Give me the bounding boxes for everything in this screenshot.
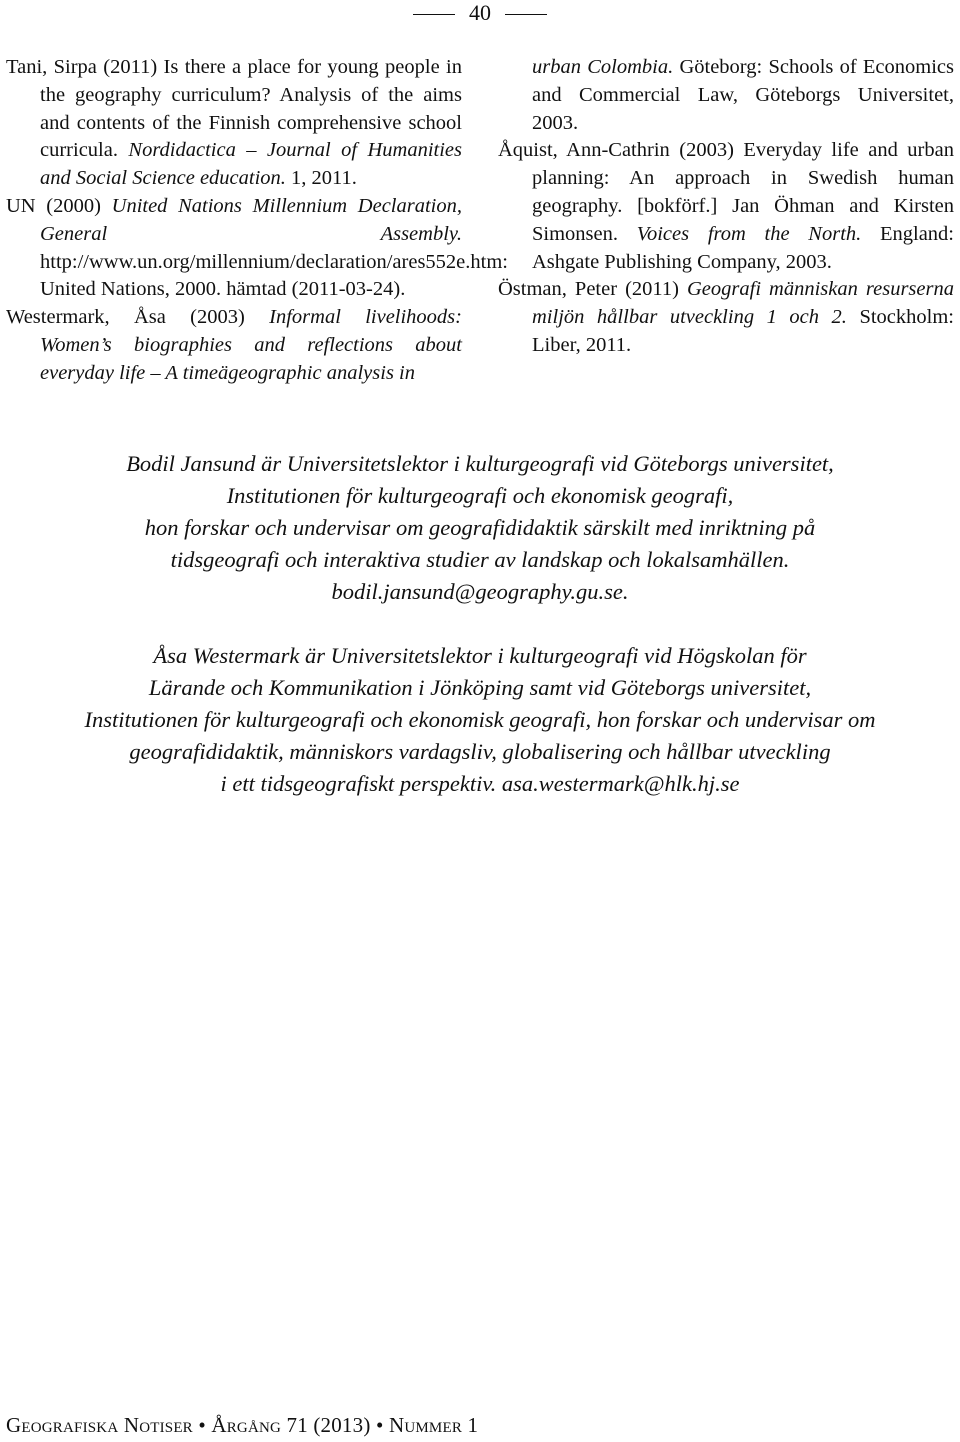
author-bios [0, 448, 960, 832]
reference-text: Stockholm: Liber, 2011. [532, 306, 954, 356]
page-number-dash-right [505, 14, 547, 15]
reference-text: 1, 2011. [285, 167, 357, 190]
reference-entry [498, 137, 954, 276]
reference-text: Göteborg: Schools of Economics and Commercial Law, Göteborgs Universitet, 2003. [532, 56, 954, 134]
author-bio-line: Åsa Westermark är Universitetslektor i kulturgeografi vid Högskolan för [153, 643, 807, 668]
reference-text: United Nations Millennium Declaration, General Assembly. [40, 194, 462, 245]
reference-text: England: Ashgate Publishing Company, 2003. [532, 222, 955, 273]
reference-text: Voices from the North. [636, 222, 862, 245]
reference-text: Nordidactica – Journal of Humanities and Social Science education. [40, 139, 462, 190]
reference-text: http://www.un.org/millennium/declaration/ares552e.htm: United Nations, 2000. hämtad (2011-03-24). [40, 250, 508, 301]
reference-text: Westermark, Åsa (2003) [6, 306, 270, 329]
author-bio-line: geografididaktik, människors vardagsliv, globalisering och hållbar utveckling [129, 739, 831, 764]
references-right-column [498, 54, 954, 360]
author-bio [20, 448, 940, 608]
author-bio-line: i ett tidsgeografiskt perspektiv. asa.westermark@hlk.hj.se [220, 771, 740, 796]
page-number [0, 0, 960, 26]
author-bio-line: Institutionen för kulturgeografi och ekonomisk geografi, hon forskar och undervisar om [84, 707, 876, 732]
reference-text: Informal livelihoods: Women’s biographies and reflections about everyday life – A timeägeographic analysis in [40, 306, 462, 384]
author-bio-line: tidsgeografi och interaktiva studier av landskap och lokalsamhällen. [170, 547, 790, 572]
reference-entry [498, 276, 954, 359]
reference-entry [6, 193, 508, 304]
journal-footer: Geografiska Notiser • Årgång 71 (2013) • Nummer 1 [6, 1413, 479, 1437]
author-bio-line: Institutionen för kulturgeografi och ekonomisk geografi, [226, 483, 734, 508]
author-bio-line: hon forskar och undervisar om geografididaktik särskilt med inriktning på [144, 515, 816, 540]
author-bio-line: Lärande och Kommunikation i Jönköping samt vid Göteborgs universitet, [148, 675, 812, 700]
reference-text: Åquist, Ann-Cathrin (2003) Everyday life and urban planning: An approach in Swedish human geography. [bokförf.] Jan Öhman and Kirsten Simonsen. [498, 139, 954, 245]
reference-entry [6, 54, 462, 193]
references-left-column [6, 54, 508, 388]
reference-text: Tani, Sirpa (2011) Is there a place for young people in the geography curriculum? Analysis of the aims and contents of the Finnish comprehensive school curricula. [6, 56, 462, 162]
reference-entry [6, 304, 462, 387]
author-bio-line: bodil.jansund@geography.gu.se. [331, 579, 629, 604]
reference-text: Östman, Peter (2011) [498, 278, 687, 301]
reference-text: urban Colombia. [532, 56, 674, 78]
author-bio [20, 640, 940, 800]
page-number-text: 40 [469, 0, 491, 25]
reference-entry [498, 54, 954, 137]
reference-text: Geografi människan resurserna miljön hållbar utveckling 1 och 2. [532, 278, 954, 329]
page-number-dash-left [413, 14, 455, 15]
reference-text: UN (2000) [6, 194, 112, 217]
author-bio-line: Bodil Jansund är Universitetslektor i kulturgeografi vid Göteborgs universitet, [126, 451, 834, 476]
